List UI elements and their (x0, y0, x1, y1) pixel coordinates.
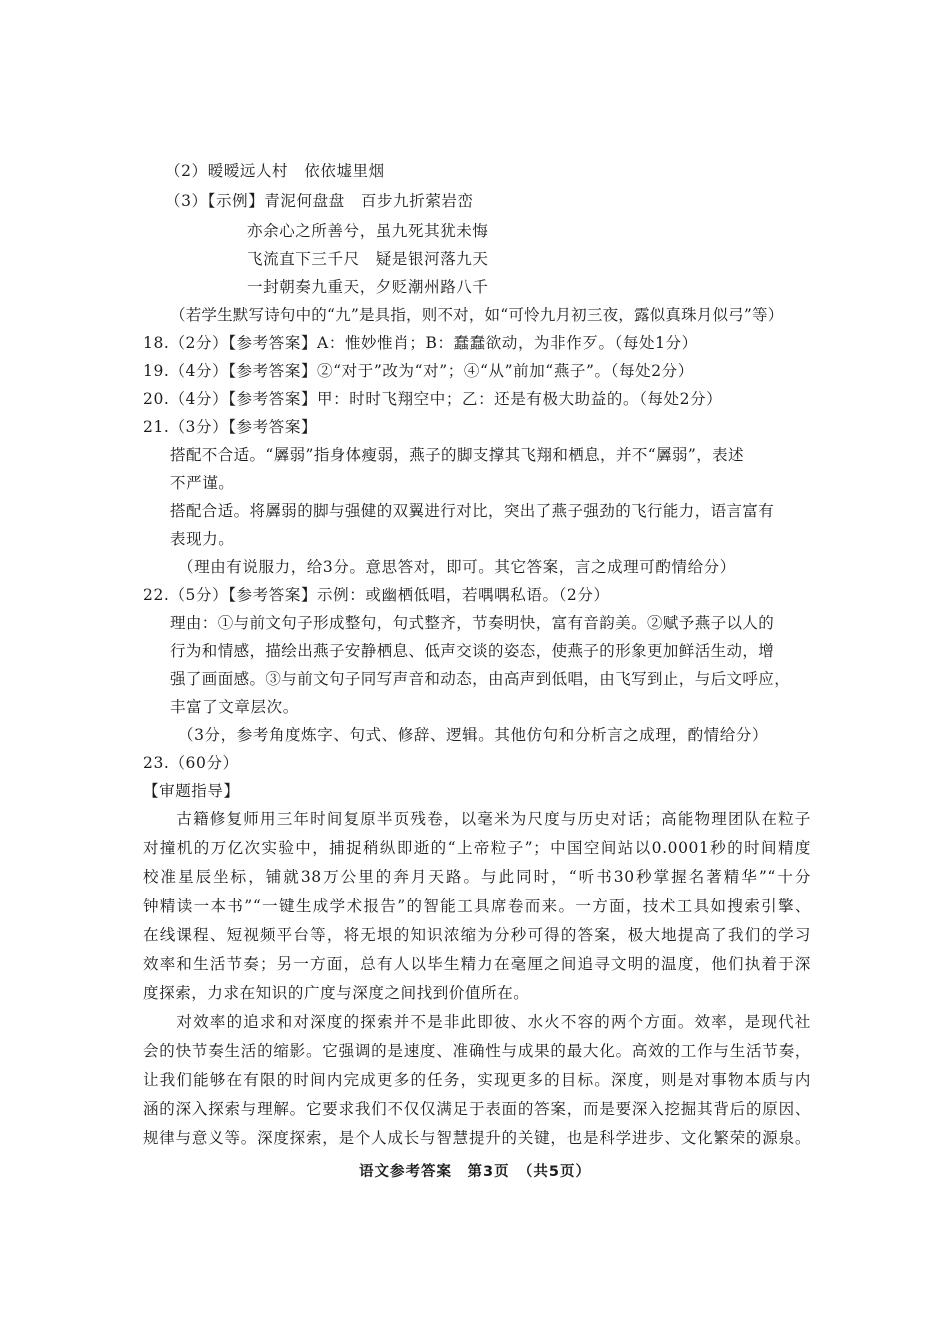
q17-item-2: （2）暧暧远人村 依依墟里烟 (165, 162, 385, 180)
para2-line: 对效率的追求和对深度的探索并不是非此即彼、水火不容的两个方面。效率，是现代社 (143, 1013, 811, 1031)
para2-line: 规律与意义等。深度探索，是个人成长与智慧提升的关键，也是科学进步、文化繁荣的源泉。 (143, 1129, 811, 1147)
para1-line: 对撞机的万亿次实验中，捕捉稍纵即逝的“上帝粒子”；中国空间站以0.0001秒的时间精度 (143, 839, 811, 857)
poem-line: 一封朝奏九重天，夕贬潮州路八千 (247, 278, 489, 296)
q23-heading: 【审题指导】 (143, 782, 240, 800)
para1-line: 钟精读一本书”“一键生成学术报告”的智能工具席卷而来。一方面，技术工具如搜索引擎、 (143, 897, 811, 915)
q22-line: 强了画面感。③与前文句子同写声音和动态，由高声到低唱，由飞写到止，与后文呼应， (170, 670, 791, 688)
para1-line: 在线课程、短视频平台等，将无垠的知识浓缩为分秒可得的答案，极大地提高了我们的学习 (143, 926, 811, 944)
q22-line: 理由：①与前文句子形成整句，句式整齐，节奏明快，富有音韵美。②赋予燕子以人的 (170, 614, 775, 632)
para1-line: 度探索，力求在知识的广度与深度之间找到价值所在。 (143, 984, 530, 1002)
poem-line: 亦余心之所善兮，虽九死其犹未悔 (247, 222, 489, 240)
para1-line: 效率和生活节奏；另一方面，总有人以毕生精力在毫厘之间追寻文明的温度，他们执着于深 (143, 955, 811, 973)
q22-line: 丰富了文章层次。 (170, 698, 299, 716)
q22-title: 22.（5分）【参考答案】示例：或幽栖低唱，若喁喁私语。（2分） (143, 586, 610, 604)
q22-note: （3分，参考角度炼字、句式、修辞、逻辑。其他仿句和分析言之成理，酌情给分） (178, 726, 769, 744)
q17-note: （若学生默写诗句中的“九”是具指，则不对，如“可怜九月初三夜，露似真珠月似弓”等） (170, 306, 784, 324)
q21-line: 搭配不合适。“羼弱”指身体瘦弱，燕子的脚支撑其飞翔和栖息，并不“羼弱”，表述 (170, 446, 744, 464)
page-footer: 语文参考答案 第3页 （共5页） (359, 1164, 591, 1180)
q23-title: 23.（60分） (143, 754, 239, 772)
para2-line: 会的快节奏生活的缩影。它强调的是速度、准确性与成果的最大化。高效的工作与生活节奏， (143, 1042, 811, 1060)
q20-answer: 20.（4分）【参考答案】甲：时时飞翔空中；乙：还是有极大助益的。（每处2分） (143, 390, 723, 408)
poem-line: 飞流直下三千尺 疑是银河落九天 (247, 250, 489, 268)
para2-line: 让我们能够在有限的时间内完成更多的任务，实现更多的目标。深度，则是对事物本质与内 (143, 1071, 811, 1089)
q21-line: 搭配合适。将羼弱的脚与强健的双翼进行对比，突出了燕子强劲的飞行能力，语言富有 (170, 502, 775, 520)
para2-line: 涵的深入探索与理解。它要求我们不仅仅满足于表面的答案，而是要深入挖掘其背后的原因、 (143, 1100, 811, 1118)
q21-line: 表现力。 (170, 530, 235, 548)
q21-line: 不严谨。 (170, 474, 235, 492)
q17-item-3: （3）【示例】青泥何盘盘 百步九折萦岩峦 (165, 192, 474, 210)
para1-line: 校准星辰坐标，铺就38万公里的奔月天路。与此同时，“听书30秒掌握名著精华”“十分 (143, 868, 811, 886)
para1-line: 古籍修复师用三年时间复原半页残卷，以毫米为尺度与历史对话；高能物理团队在粒子 (143, 810, 811, 828)
q19-answer: 19.（4分）【参考答案】②“对于”改为“对”；④“从”前加“燕子”。（每处2分） (143, 362, 694, 380)
q21-title: 21.（3分）【参考答案】 (143, 418, 318, 436)
q18-answer: 18.（2分）【参考答案】A：惟妙惟肖；B：蠢蠢欲动，为非作歹。（每处1分） (143, 334, 698, 352)
q21-note: （理由有说服力，给3分。意思答对，即可。其它答案，言之成理可酌情给分） (178, 558, 736, 576)
q22-line: 行为和情感，描绘出燕子安静栖息、低声交谈的姿态，使燕子的形象更加鲜活生动，增 (170, 642, 775, 660)
